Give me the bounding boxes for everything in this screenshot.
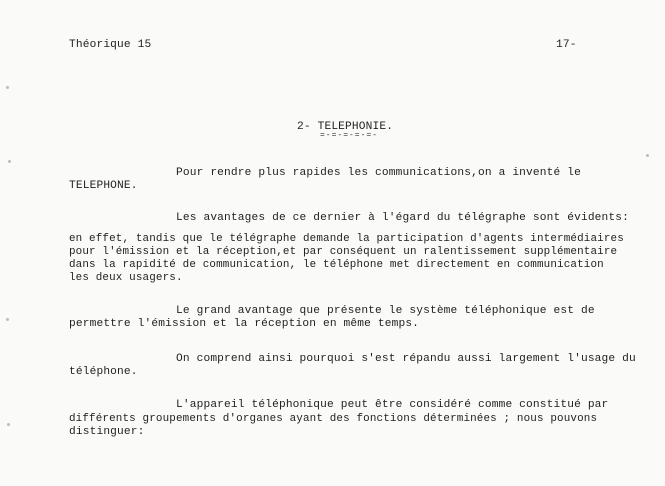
paragraph-5-line-2: différents groupements d'organes ayant des fonctions déterminées ; nous pouvons <box>69 413 598 425</box>
paragraph-1-line-2: TELEPHONE. <box>69 180 138 192</box>
scan-speck <box>8 160 11 163</box>
paragraph-5-line-1: L'appareil téléphonique peut être considéré comme constitué par <box>176 399 609 411</box>
header-left: Théorique 15 <box>69 39 152 51</box>
scan-speck <box>7 423 10 426</box>
paragraph-4-line-2: téléphone. <box>69 366 138 378</box>
paragraph-3-line-2: permettre l'émission et la réception en même temps. <box>69 318 420 330</box>
paragraph-2-line-2: en effet, tandis que le télégraphe demande la participation d'agents intermédiaires <box>69 233 624 245</box>
scan-speck <box>6 86 9 89</box>
paragraph-1-line-1: Pour rendre plus rapides les communications,on a inventé le <box>176 167 581 179</box>
scan-speck <box>646 154 649 157</box>
title-underline: =-=-=-=-=- <box>320 131 379 140</box>
paragraph-2-line-5: les deux usagers. <box>69 272 183 284</box>
paragraph-4-line-1: On comprend ainsi pourquoi s'est répandu aussi largement l'usage du <box>176 353 636 365</box>
section-title: 2- TELEPHONIE. <box>297 121 394 133</box>
paragraph-2-line-3: pour l'émission et la réception,et par conséquent un ralentissement supplémentaire <box>69 246 618 258</box>
paragraph-3-line-1: Le grand avantage que présente le système téléphonique est de <box>176 305 595 317</box>
scan-speck <box>6 318 9 321</box>
paragraph-2-line-4: dans la rapidité de communication, le téléphone met directement en communication <box>69 259 604 271</box>
paragraph-5-line-3: distinguer: <box>69 426 145 438</box>
paragraph-2-line-1: Les avantages de ce dernier à l'égard du télégraphe sont évidents: <box>176 212 629 224</box>
page-number: 17- <box>556 39 577 51</box>
